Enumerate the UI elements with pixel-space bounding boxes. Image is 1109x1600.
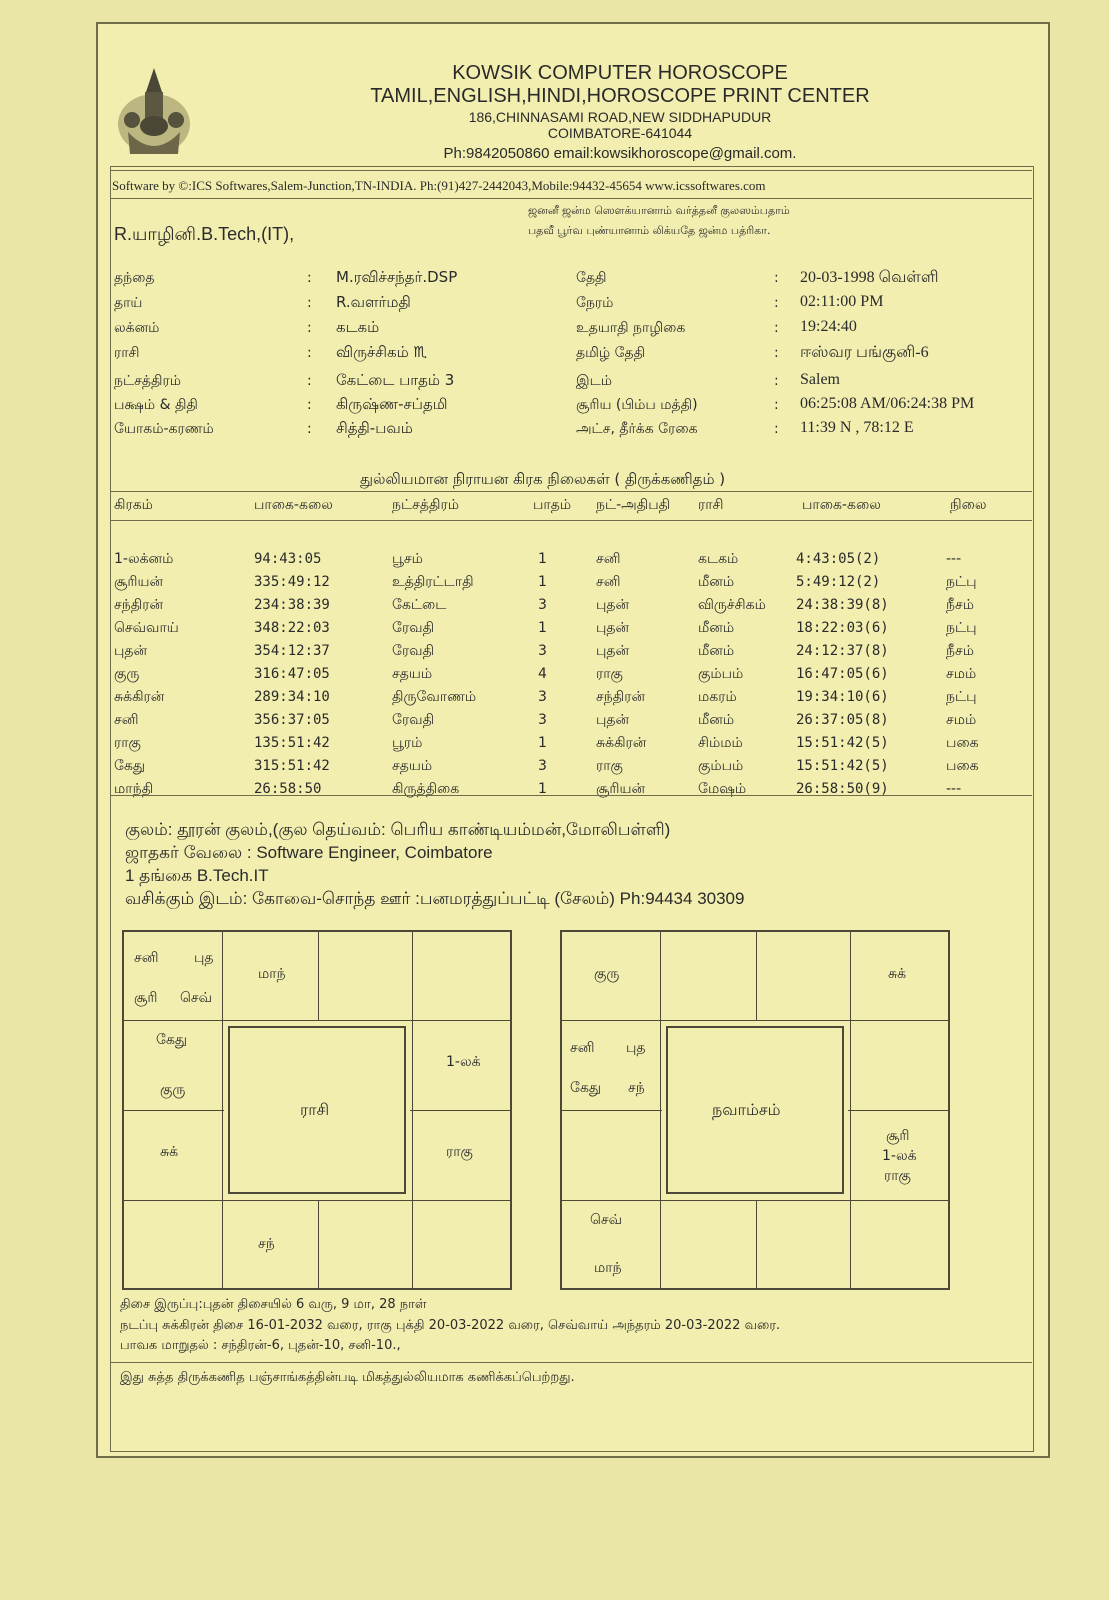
table-header: பாகை-கலை (254, 497, 333, 513)
bhava-change: பாவக மாறுதல் : சந்திரன்-6, புதன்-10, சனி-10., (120, 1338, 401, 1353)
planet-degree: 24:12:37(8) (796, 643, 889, 659)
table-header-rule (110, 520, 1032, 521)
planet-name: சூரியன் (114, 574, 164, 590)
accuracy-note: இது சுத்த திருக்கணித பஞ்சாங்கத்தின்படி மிகத்துல்லியமாக கணிக்கப்பெற்றது. (120, 1370, 575, 1385)
planet-degree: 26:37:05(8) (796, 712, 889, 728)
detail-label: பக்ஷம் & திதி (114, 397, 198, 413)
rasi-house-planet: 1-லக் (446, 1054, 481, 1070)
credit-divider (110, 198, 1032, 199)
current-dasa: நடப்பு சுக்கிரன் திசை 16-01-2032 வரை, ராகு புக்தி 20-03-2022 வரை, செவ்வாய் அந்தரம் 20-03-2022 வரை. (120, 1318, 781, 1333)
detail-label: யோகம்-கரணம் (114, 421, 214, 437)
planet-nakshatra: கிருத்திகை (392, 781, 460, 797)
detail-colon: : (307, 295, 312, 311)
detail-colon: : (774, 421, 779, 437)
rasi-house-planet: செவ் (180, 990, 213, 1006)
planet-longitude: 289:34:10 (254, 689, 330, 705)
planet-nakshatra: சதயம் (392, 666, 433, 682)
detail-colon: : (307, 270, 312, 286)
planet-rasi: மீனம் (698, 620, 735, 636)
planet-name: சந்திரன் (114, 597, 164, 613)
rasi-house-planet: சனி (134, 950, 159, 966)
rasi-house-planet: கேது (156, 1032, 188, 1048)
detail-value: கேட்டை பாதம் 3 (336, 371, 455, 389)
planet-status: சமம் (946, 666, 977, 682)
planet-degree: 26:58:50(9) (796, 781, 889, 797)
rasi-house-planet: சந் (258, 1236, 275, 1252)
planet-rasi: மீனம் (698, 574, 735, 590)
planet-padam: 4 (538, 666, 547, 682)
planet-degree: 15:51:42(5) (796, 735, 889, 751)
detail-value: 19:24:40 (800, 318, 857, 335)
planet-star-lord: ராகு (596, 666, 623, 682)
detail-colon: : (307, 421, 312, 437)
planet-longitude: 354:12:37 (254, 643, 330, 659)
navamsa-house-planet: 1-லக் (882, 1148, 917, 1164)
navamsa-house-planet: சூரி (886, 1128, 910, 1144)
detail-value: 20-03-1998 வெள்ளி (800, 269, 939, 286)
detail-value: 06:25:08 AM/06:24:38 PM (800, 395, 975, 412)
planet-rasi: மீனம் (698, 643, 735, 659)
detail-label: உதயாதி நாழிகை (576, 320, 686, 336)
navamsa-house-planet: மாந் (594, 1260, 622, 1276)
detail-label: தாய் (114, 295, 143, 311)
address-line-1: 186,CHINNASAMI ROAD,NEW SIDDHAPUDUR (468, 109, 772, 125)
table-header: நிலை (950, 497, 987, 513)
planet-rasi: மகரம் (698, 689, 737, 705)
planet-degree: 18:22:03(6) (796, 620, 889, 636)
planet-nakshatra: திருவோணம் (392, 689, 477, 705)
planet-rasi: கும்பம் (698, 758, 744, 774)
planet-degree: 15:51:42(5) (796, 758, 889, 774)
planet-degree: 24:38:39(8) (796, 597, 889, 613)
navamsa-house-planet: கேது (570, 1080, 602, 1096)
table-header: கிரகம் (114, 497, 153, 513)
detail-value: M.ரவிச்சந்தர்.DSP (336, 268, 458, 286)
address-line-2: COIMBATORE-641044 (547, 125, 693, 141)
planet-padam: 3 (538, 689, 547, 705)
planet-name: ராகு (114, 735, 141, 751)
planet-nakshatra: உத்திரட்டாதி (392, 574, 474, 590)
software-credit: Software by ©:ICS Softwares,Salem-Junction,TN-INDIA. Ph:(91)427-2442043,Mobile:94432-45654 www.icssoftwares.com (112, 178, 766, 193)
detail-colon: : (774, 373, 779, 389)
planet-degree: 16:47:05(6) (796, 666, 889, 682)
planet-nakshatra: ரேவதி (392, 712, 435, 728)
detail-label: நேரம் (576, 295, 614, 311)
detail-label: அட்ச, தீர்க்க ரேகை (576, 421, 698, 437)
planet-longitude: 135:51:42 (254, 735, 330, 751)
navamsa-house-planet: புத (626, 1040, 646, 1056)
planet-status: சமம் (946, 712, 977, 728)
planet-padam: 3 (538, 758, 547, 774)
planet-star-lord: புதன் (596, 712, 630, 728)
planet-longitude: 94:43:05 (254, 551, 322, 567)
planet-padam: 1 (538, 781, 547, 797)
detail-colon: : (307, 373, 312, 389)
planet-longitude: 356:37:05 (254, 712, 330, 728)
planet-star-lord: புதன் (596, 597, 630, 613)
detail-value: சித்தி-பவம் (336, 419, 413, 437)
table-bottom-rule (110, 795, 1032, 796)
planet-nakshatra: பூரம் (392, 735, 423, 751)
detail-colon: : (774, 397, 779, 413)
detail-label: ராசி (114, 345, 140, 361)
planet-padam: 1 (538, 620, 547, 636)
person-name: R.யாழினி.B.Tech,(IT), (114, 224, 295, 244)
detail-colon: : (774, 295, 779, 311)
planet-padam: 3 (538, 712, 547, 728)
planet-status: நீசம் (946, 643, 974, 659)
table-header: நட்சத்திரம் (392, 497, 459, 513)
rasi-house-planet: சுக் (160, 1144, 179, 1160)
planet-padam: 1 (538, 735, 547, 751)
navamsa-house-planet: சனி (570, 1040, 595, 1056)
planet-star-lord: சுக்கிரன் (596, 735, 647, 751)
detail-value: R.வளர்மதி (336, 293, 411, 311)
planet-status: நீசம் (946, 597, 974, 613)
planet-status: பகை (946, 735, 979, 751)
planet-star-lord: சனி (596, 551, 621, 567)
planet-padam: 1 (538, 551, 547, 567)
detail-colon: : (774, 270, 779, 286)
planet-status: நட்பு (946, 574, 977, 590)
planet-star-lord: புதன் (596, 620, 630, 636)
planet-rasi: மேஷம் (698, 781, 747, 797)
planet-name: கேது (114, 758, 146, 774)
planet-table-title: துல்லியமான நிராயன கிரக நிலைகள் ( திருக்கணிதம் ) (360, 470, 726, 488)
detail-label: தேதி (576, 270, 607, 286)
planet-longitude: 26:58:50 (254, 781, 322, 797)
navamsa-house-planet: சுக் (888, 966, 907, 982)
navamsa-house-planet: ராகு (884, 1168, 911, 1184)
planet-status: நட்பு (946, 689, 977, 705)
planet-padam: 3 (538, 597, 547, 613)
planet-star-lord: சனி (596, 574, 621, 590)
planet-name: மாந்தி (114, 781, 154, 797)
planet-name: செவ்வாய் (114, 620, 179, 636)
planet-rasi: மீனம் (698, 712, 735, 728)
planet-nakshatra: சதயம் (392, 758, 433, 774)
planet-star-lord: புதன் (596, 643, 630, 659)
planet-nakshatra: பூசம் (392, 551, 423, 567)
planet-longitude: 316:47:05 (254, 666, 330, 682)
detail-colon: : (307, 345, 312, 361)
detail-value: ஈஸ்வர பங்குனி-6 (800, 344, 929, 361)
deity-logo-icon (112, 62, 196, 162)
rasi-house-planet: மாந் (258, 966, 286, 982)
planet-longitude: 348:22:03 (254, 620, 330, 636)
company-name: KOWSIK COMPUTER HOROSCOPE (452, 62, 788, 84)
planet-degree: 4:43:05(2) (796, 551, 881, 567)
planet-nakshatra: கேட்டை (392, 597, 447, 613)
navamsa-house-planet: குரு (594, 966, 620, 982)
planet-degree: 5:49:12(2) (796, 574, 881, 590)
dasa-balance: திசை இருப்பு:புதன் திசையில் 6 வரு, 9 மா, 28 நாள் (120, 1297, 427, 1312)
planet-name: சுக்கிரன் (114, 689, 165, 705)
sloka-line-1: ஜனனீ ஜன்ம ஸௌக்யானாம் வர்த்தனீ குலஸம்பதாம் (528, 204, 790, 217)
table-header: ராசி (698, 497, 724, 513)
detail-colon: : (307, 320, 312, 336)
planet-nakshatra: ரேவதி (392, 643, 435, 659)
sibling-line: 1 தங்கை B.Tech.IT (125, 866, 269, 885)
rasi-chart-label: ராசி (300, 1100, 330, 1119)
planet-rasi: சிம்மம் (698, 735, 743, 751)
planet-padam: 3 (538, 643, 547, 659)
planet-star-lord: ராகு (596, 758, 623, 774)
kulam-line: குலம்: தூரன் குலம்,(குல தெய்வம்: பெரிய காண்டியம்மன்,மோலிபள்ளி) (125, 820, 671, 839)
planet-rasi: விருச்சிகம் (698, 597, 766, 613)
job-line: ஜாதகர் வேலை : Software Engineer, Coimbatore (125, 843, 493, 862)
planet-degree: 19:34:10(6) (796, 689, 889, 705)
rasi-house-planet: ராகு (446, 1144, 473, 1160)
detail-label: லக்னம் (114, 320, 160, 336)
planet-status: --- (946, 781, 962, 797)
contact-line: Ph:9842050860 email:kowsikhoroscope@gmail.com. (443, 145, 797, 162)
planet-longitude: 234:38:39 (254, 597, 330, 613)
detail-colon: : (774, 345, 779, 361)
planet-name: குரு (114, 666, 140, 682)
planet-star-lord: சந்திரன் (596, 689, 646, 705)
company-tagline: TAMIL,ENGLISH,HINDI,HOROSCOPE PRINT CENTER (370, 85, 870, 107)
detail-colon: : (307, 397, 312, 413)
planet-status: பகை (946, 758, 979, 774)
planet-star-lord: சூரியன் (596, 781, 646, 797)
planet-rasi: கடகம் (698, 551, 739, 567)
rasi-house-planet: புத (194, 950, 214, 966)
planet-longitude: 335:49:12 (254, 574, 330, 590)
table-header: பாதம் (533, 497, 572, 513)
residence-line: வசிக்கும் இடம்: கோவை-சொந்த ஊர் :பனமரத்துப்பட்டி (சேலம்) Ph:94434 30309 (125, 889, 745, 908)
detail-value: Salem (800, 371, 840, 388)
planet-longitude: 315:51:42 (254, 758, 330, 774)
detail-label: சூரிய (பிம்ப மத்தி) (576, 397, 698, 413)
detail-value: 11:39 N , 78:12 E (800, 419, 914, 436)
planet-name: சனி (114, 712, 139, 728)
detail-value: கடகம் (336, 318, 380, 336)
planet-padam: 1 (538, 574, 547, 590)
detail-label: நட்சத்திரம் (114, 373, 181, 389)
planet-nakshatra: ரேவதி (392, 620, 435, 636)
planet-name: 1-லக்னம் (114, 551, 174, 567)
sloka-line-2: பதவீ பூர்வ புண்யானாம் லிக்யதே ஜன்ம பத்ரிகா. (528, 224, 771, 237)
header-divider (110, 170, 1032, 171)
table-header: நட்-அதிபதி (596, 497, 671, 513)
planet-rasi: கும்பம் (698, 666, 744, 682)
planet-name: புதன் (114, 643, 148, 659)
rasi-house-planet: சூரி (134, 990, 158, 1006)
navamsa-house-planet: செவ் (590, 1212, 623, 1228)
detail-label: தமிழ் தேதி (576, 345, 646, 361)
detail-value: 02:11:00 PM (800, 293, 884, 310)
detail-colon: : (774, 320, 779, 336)
planet-status: நட்பு (946, 620, 977, 636)
detail-value: விருச்சிகம் ♏ (336, 343, 427, 361)
planet-status: --- (946, 551, 962, 567)
table-header: பாகை-கலை (802, 497, 881, 513)
navamsa-house-planet: சந் (628, 1080, 645, 1096)
footer-rule (110, 1362, 1032, 1363)
navamsa-chart-label: நவாம்சம் (712, 1100, 781, 1119)
detail-value: கிருஷ்ண-சப்தமி (336, 395, 448, 413)
rasi-house-planet: குரு (160, 1082, 186, 1098)
detail-label: தந்தை (114, 270, 155, 286)
table-top-rule (110, 491, 1032, 492)
detail-label: இடம் (576, 373, 613, 389)
